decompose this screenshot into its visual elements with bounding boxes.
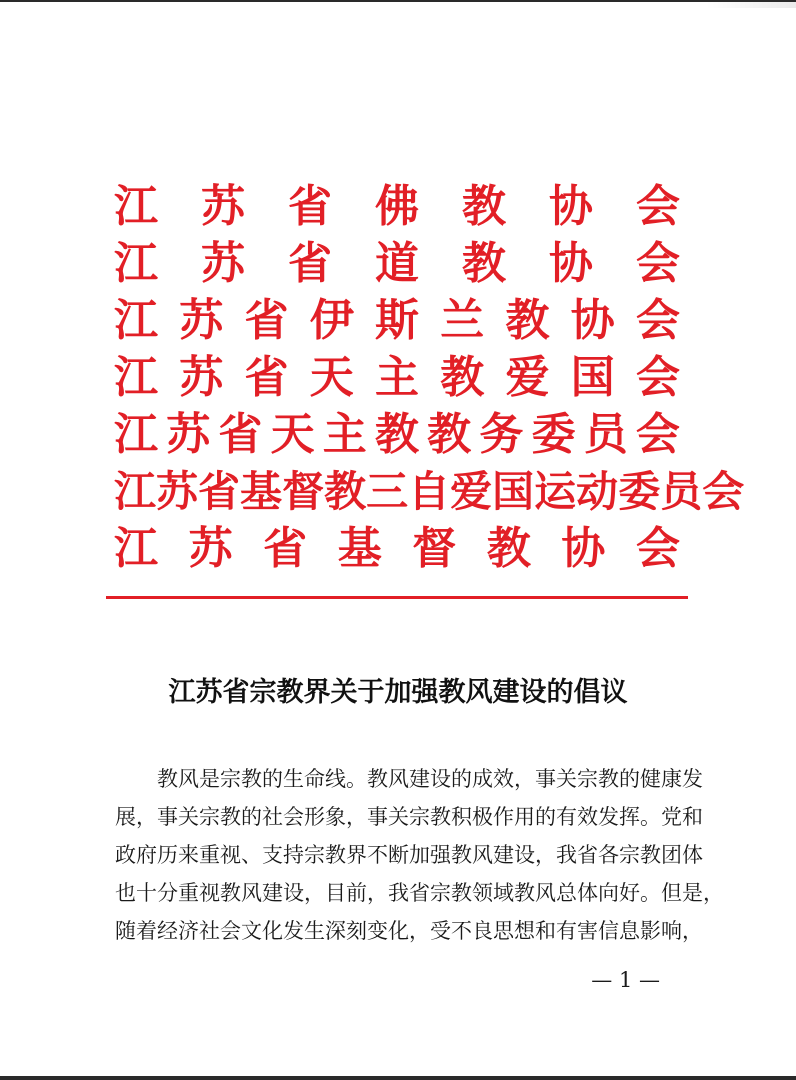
body-line: 展，事关宗教的社会形象，事关宗教积极作用的有效发挥。党和 [115,805,703,829]
org-catholic-administrative-commission: 江 苏 省 天 主 教 教 务 委 员 会 [114,409,680,460]
body-line: 政府历来重视、支持宗教界不断加强教风建设，我省各宗教团体 [115,843,703,867]
body-line: 随着经济社会文化发生深刻变化，受不良思想和有害信息影响， [115,919,703,943]
document-title: 江苏省宗教界关于加强教风建设的倡议 [168,677,628,708]
header-divider [106,596,688,599]
org-christian-council: 江 苏 省 基 督 教 协 会 [114,523,680,574]
org-taoist-association: 江 苏 省 道 教 协 会 [114,238,680,289]
org-buddhist-association: 江 苏 省 佛 教 协 会 [114,181,680,232]
page-number: — 1 — [591,968,660,992]
org-christian-three-self-committee: 江 苏 省 基 督 教 三 自 爱 国 运 动 委 员 会 [114,467,745,516]
bottom-border [0,1076,796,1080]
issuing-organizations [114,178,745,577]
org-catholic-patriotic-association: 江 苏 省 天 主 教 爱 国 会 [114,352,680,403]
body-line: 也十分重视教风建设，目前，我省宗教领域教风总体向好。但是， [115,881,724,905]
org-islamic-association: 江 苏 省 伊 斯 兰 教 协 会 [114,295,680,346]
top-border [0,0,796,2]
document-body [115,760,724,950]
body-line: 教风是宗教的生命线。教风建设的成效，事关宗教的健康发 [157,767,703,791]
top-shadow [706,2,796,8]
